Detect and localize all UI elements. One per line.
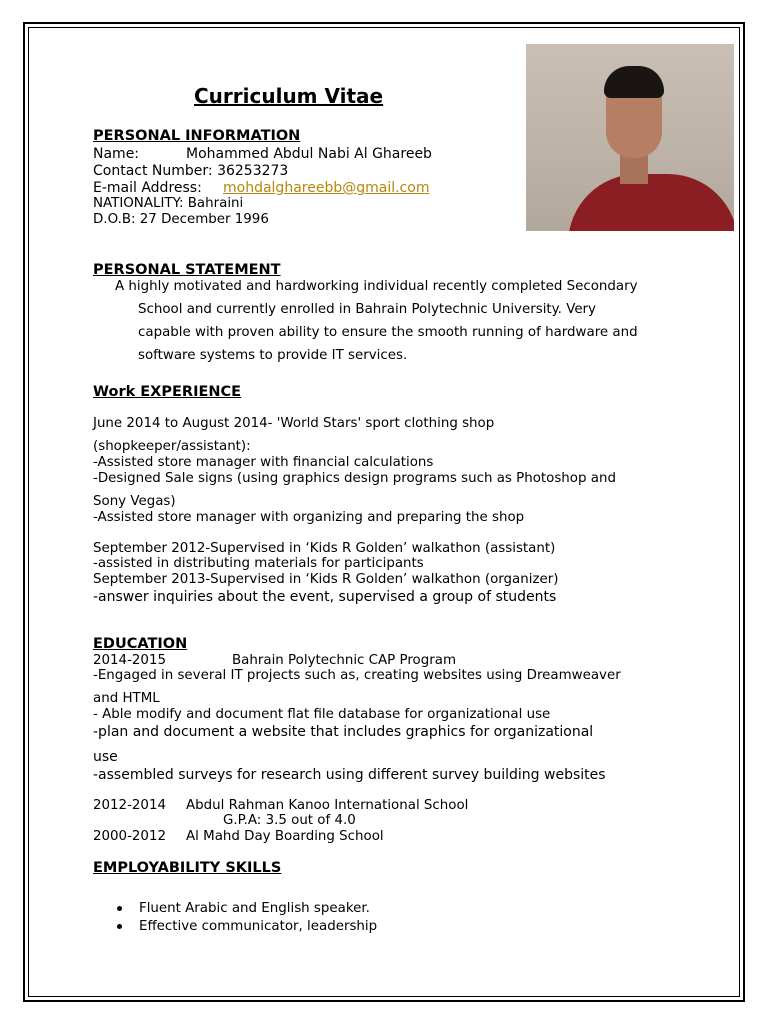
- work-line: -answer inquiries about the event, supervised a group of students: [93, 589, 557, 605]
- education-line: - Able modify and document flat file database for organizational use: [93, 707, 551, 722]
- education-school: Bahrain Polytechnic CAP Program: [232, 653, 456, 668]
- work-line: September 2013-Supervised in ‘Kids R Golden’ walkathon (organizer): [93, 572, 559, 587]
- email-label: E-mail Address:: [93, 180, 202, 196]
- education-line: -assembled surveys for research using different survey building websites: [93, 767, 606, 783]
- work-line: -Assisted store manager with financial calculations: [93, 455, 434, 470]
- name-label: Name:: [93, 146, 140, 162]
- document-title: Curriculum Vitae: [194, 84, 384, 108]
- work-line: September 2012-Supervised in ‘Kids R Golden’ walkathon (assistant): [93, 541, 556, 556]
- education-school: Al Mahd Day Boarding School: [186, 829, 384, 844]
- personal-statement-heading: PERSONAL STATEMENT: [93, 262, 281, 278]
- education-gpa: G.P.A: 3.5 out of 4.0: [223, 813, 356, 828]
- bullet-icon: [117, 906, 122, 911]
- statement-line: School and currently enrolled in Bahrain Polytechnic University. Very: [138, 302, 596, 317]
- bullet-icon: [117, 924, 122, 929]
- skills-heading: EMPLOYABILITY SKILLS: [93, 860, 282, 876]
- skill-item: Effective communicator, leadership: [139, 919, 378, 934]
- date-of-birth: D.O.B: 27 December 1996: [93, 212, 269, 227]
- education-line: use: [93, 749, 118, 765]
- statement-line: capable with proven ability to ensure the smooth running of hardware and: [138, 325, 638, 340]
- education-year: 2014-2015: [93, 653, 166, 668]
- education-line: and HTML: [93, 691, 160, 706]
- work-line: June 2014 to August 2014- 'World Stars' sport clothing shop: [93, 416, 495, 431]
- education-heading: EDUCATION: [93, 636, 188, 652]
- education-year: 2000-2012: [93, 829, 166, 844]
- nationality: NATIONALITY: Bahraini: [93, 196, 244, 211]
- work-line: (shopkeeper/assistant):: [93, 439, 251, 454]
- education-line: -Engaged in several IT projects such as, creating websites using Dreamweaver: [93, 668, 621, 683]
- statement-line: A highly motivated and hardworking individual recently completed Secondary: [115, 279, 638, 294]
- work-line: -Designed Sale signs (using graphics design programs such as Photoshop and: [93, 471, 616, 486]
- email-link[interactable]: mohdalghareebb@gmail.com: [223, 180, 430, 196]
- education-line: -plan and document a website that includes graphics for organizational: [93, 724, 594, 740]
- education-school: Abdul Rahman Kanoo International School: [186, 798, 469, 813]
- work-line: Sony Vegas): [93, 494, 176, 509]
- work-line: -assisted in distributing materials for participants: [93, 556, 424, 571]
- skill-item: Fluent Arabic and English speaker.: [139, 901, 370, 916]
- contact-number: Contact Number: 36253273: [93, 163, 289, 179]
- education-year: 2012-2014: [93, 798, 166, 813]
- name-value: Mohammed Abdul Nabi Al Ghareeb: [186, 146, 432, 162]
- statement-line: software systems to provide IT services.: [138, 348, 408, 363]
- personal-info-heading: PERSONAL INFORMATION: [93, 128, 301, 144]
- work-experience-heading: Work EXPERIENCE: [93, 384, 242, 400]
- profile-photo: [526, 44, 734, 231]
- work-line: -Assisted store manager with organizing and preparing the shop: [93, 510, 525, 525]
